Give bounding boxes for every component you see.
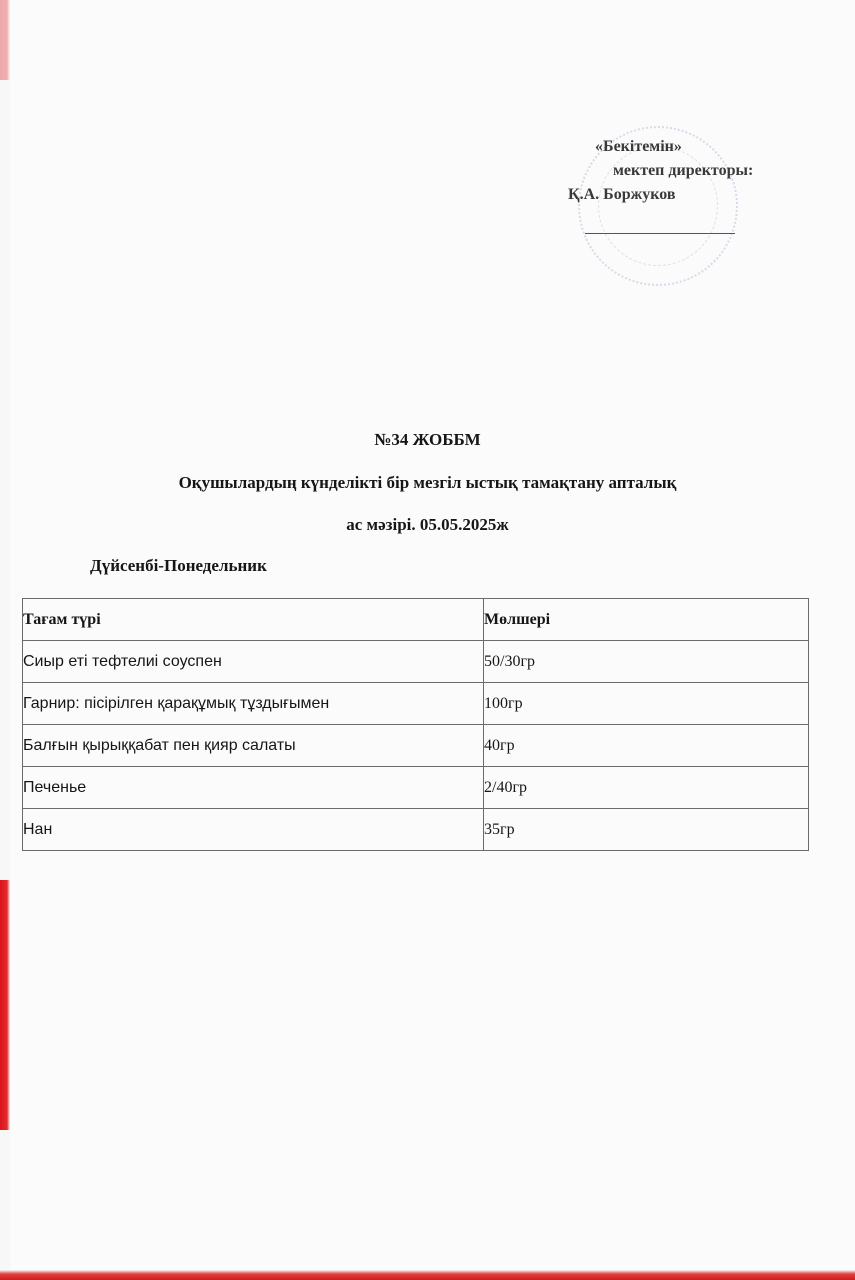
column-header-dish: Тағам түрі [23, 599, 484, 641]
menu-title-date: ас мәзірі. 05.05.2025ж [346, 515, 509, 534]
column-header-amount: Мөлшері [484, 599, 809, 641]
approval-position: мектеп директоры: [613, 162, 754, 179]
dish-name: Гарнир: пісірілген қарақұмық тұздығымен [23, 683, 484, 725]
day-heading: Дүйсенбі-Понедельник [90, 556, 267, 575]
menu-table [22, 598, 809, 851]
menu-title: Оқушылардың күнделікті бір мезгіл ыстық тамақтану апталық [178, 473, 677, 492]
dish-name: Балғын қырыққабат пен қияр салаты [23, 725, 484, 767]
approval-director-name: Қ.А. Боржуков [568, 186, 676, 203]
table-row [23, 725, 809, 767]
table-row [23, 683, 809, 725]
approval-block [565, 135, 825, 207]
school-name: №34 ЖОББМ [374, 430, 481, 449]
dish-name: Сиыр еті тефтелиі соуспен [23, 641, 484, 683]
table-row [23, 767, 809, 809]
dish-amount: 100гр [484, 683, 809, 725]
dish-amount: 50/30гр [484, 641, 809, 683]
table-header-row [23, 599, 809, 641]
approval-heading: «Бекітемін» [595, 138, 682, 155]
table-row [23, 641, 809, 683]
dish-name: Печенье [23, 767, 484, 809]
dish-name: Нан [23, 809, 484, 851]
red-edge-left [0, 880, 10, 1130]
table-row [23, 809, 809, 851]
dish-amount: 2/40гр [484, 767, 809, 809]
red-edge-top [0, 0, 10, 80]
dish-amount: 40гр [484, 725, 809, 767]
signature-line [585, 233, 735, 234]
red-edge-bottom [0, 1270, 855, 1280]
dish-amount: 35гр [484, 809, 809, 851]
